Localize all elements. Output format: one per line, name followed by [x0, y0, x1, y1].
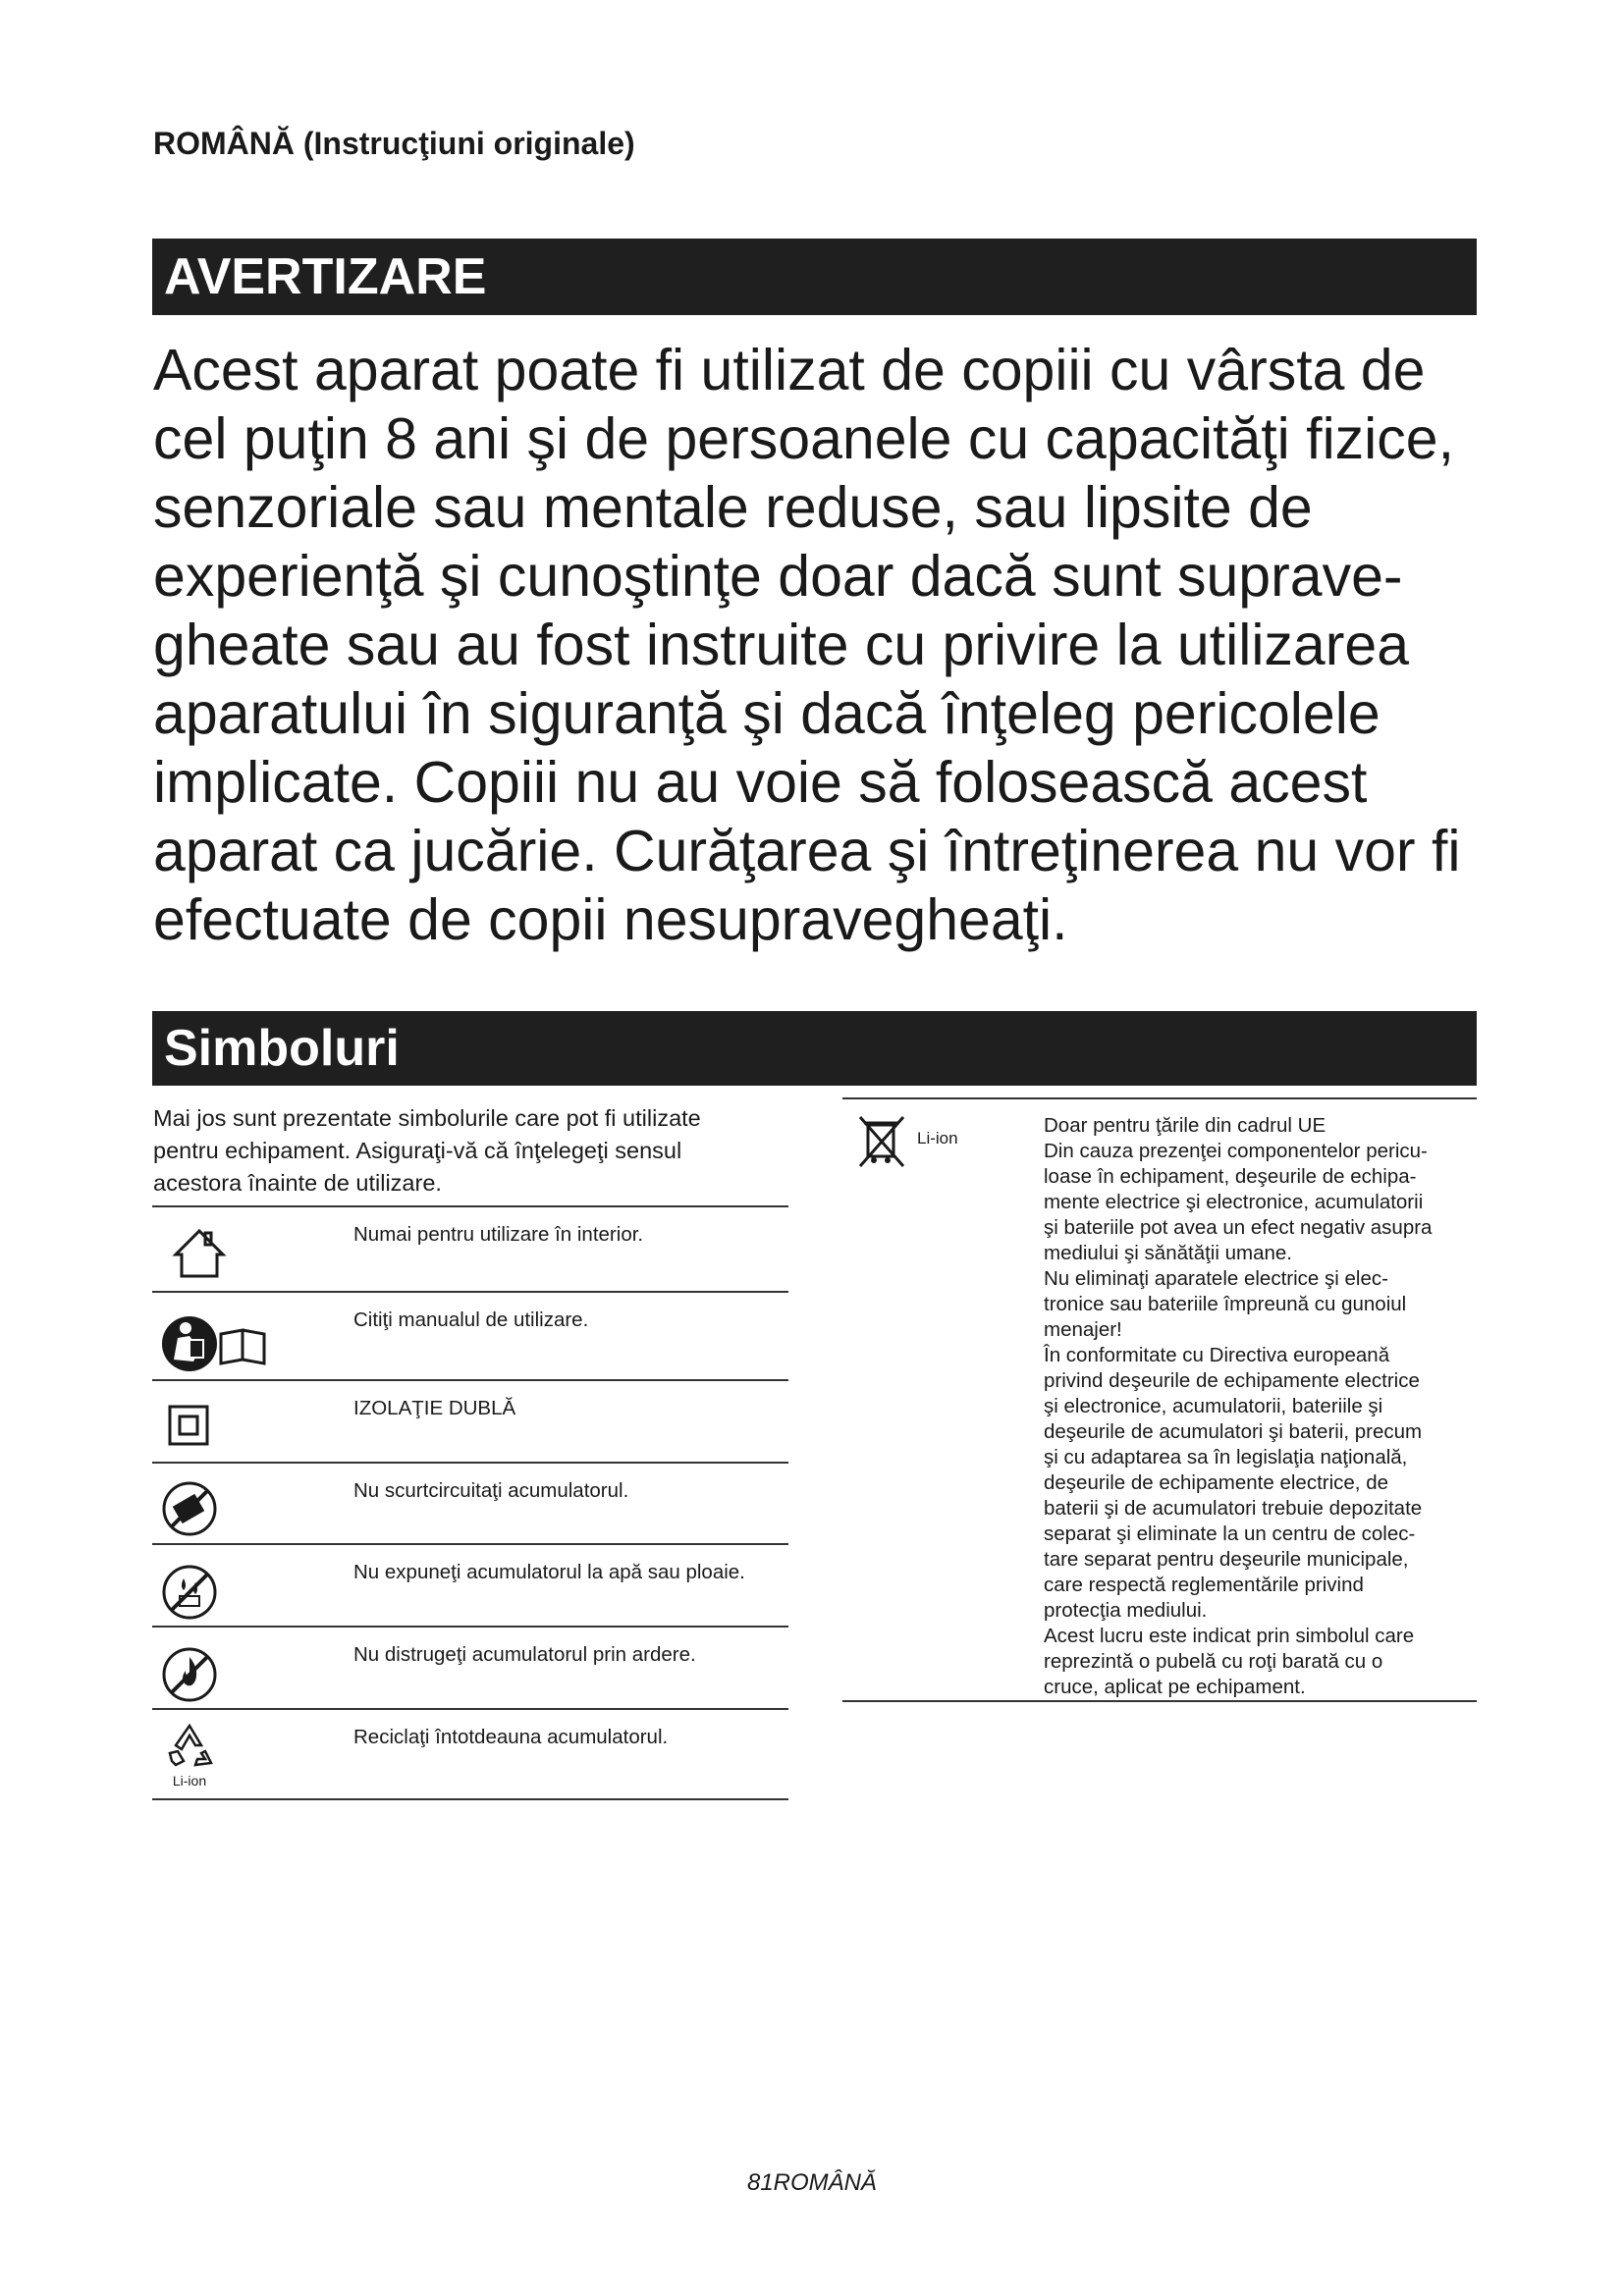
symbols-table: [152, 1205, 788, 1800]
weee-line: reprezintă o pubelă cu roţi barată cu o: [1044, 1650, 1383, 1673]
double-insulation-icon: [160, 1389, 239, 1463]
weee-line: Nu eliminaţi aparatele electrice şi elec-: [1044, 1267, 1388, 1290]
intro-line: Mai jos sunt prezentate simbolurile care pot fi utilizate: [153, 1105, 701, 1131]
warning-line: gheate sau au fost instruite cu privire la utilizarea: [153, 613, 1410, 677]
weee-line: menajer!: [1044, 1318, 1122, 1341]
warning-line: senzoriale sau mentale reduse, sau lipsite de: [153, 475, 1313, 540]
weee-line: separat şi eliminate la un centru de colec-: [1044, 1522, 1416, 1545]
symbol-description: Nu expuneţi acumulatorul la apă sau ploaie.: [353, 1561, 745, 1583]
weee-text: [1044, 1113, 1476, 1700]
weee-line: cruce, aplicat pe echipament.: [1044, 1676, 1306, 1698]
symbol-description: IZOLAŢIE DUBLĂ: [353, 1397, 516, 1419]
weee-line: deşeurile de acumulatori şi baterii, precum: [1044, 1420, 1423, 1443]
intro-line: acestora înainte de utilizare.: [153, 1170, 442, 1196]
symbol-row: [152, 1293, 788, 1381]
symbol-description: Nu scurtcircuitaţi acumulatorul.: [353, 1479, 629, 1502]
symbol-row: [152, 1710, 788, 1800]
weee-line: protecţia mediului.: [1044, 1599, 1208, 1622]
warning-line: Acest aparat poate fi utilizat de copiii cu vârsta de: [153, 338, 1426, 402]
weee-line: şi bateriile pot avea un efect negativ asupra: [1044, 1216, 1433, 1239]
weee-line: şi cu adaptarea sa în legislaţia naţională,: [1044, 1446, 1408, 1468]
symbol-row: [152, 1545, 788, 1628]
weee-line: loase în echipament, deşeurile de echipa-: [1044, 1165, 1417, 1188]
symbol-row: [152, 1628, 788, 1710]
symbol-description: Nu distrugeţi acumulatorul prin ardere.: [353, 1643, 696, 1666]
recycle-icon-label: Li-ion: [172, 1773, 207, 1789]
weee-line: baterii şi de acumulatori trebuie depozitate: [1044, 1497, 1423, 1520]
weee-line: tare separat pentru deşeurile municipale,: [1044, 1548, 1409, 1571]
weee-line: Acest lucru este indicat prin simbolul care: [1044, 1625, 1415, 1647]
weee-line: În conformitate cu Directiva europeană: [1044, 1344, 1390, 1366]
weee-line: Din cauza prezenţei componentelor pericu-: [1044, 1140, 1428, 1162]
symbols-heading: Simboluri: [152, 1011, 1477, 1086]
weee-line: mente electrice şi electronice, acumulatorii: [1044, 1191, 1424, 1213]
warning-heading: AVERTIZARE: [152, 239, 1477, 315]
symbol-description: Numai pentru utilizare în interior.: [353, 1223, 644, 1246]
warning-line: aparatului în siguranţă şi dacă înţeleg pericolele: [153, 681, 1380, 746]
warning-line: implicate. Copiii nu au voie să folosească acest: [153, 750, 1368, 815]
symbol-row: [152, 1207, 788, 1293]
recycle-icon: [160, 1718, 239, 1789]
weee-line: şi electronice, acumulatorii, bateriile şi: [1044, 1395, 1383, 1417]
no-short-circuit-icon: [160, 1471, 239, 1545]
symbol-row: [152, 1464, 788, 1545]
warning-line: cel puţin 8 ani şi de persoanele cu capacităţi fizice,: [153, 406, 1454, 471]
weee-line: privind deşeurile de echipamente electrice: [1044, 1369, 1420, 1392]
weee-line: tronice sau bateriile împreună cu gunoiul: [1044, 1293, 1407, 1315]
warning-line: aparat ca jucărie. Curăţarea şi întreţinerea nu vor fi: [153, 819, 1461, 883]
warning-text: [153, 336, 1518, 954]
no-water-icon: [160, 1553, 239, 1627]
symbols-intro: [153, 1102, 801, 1200]
symbol-row: [152, 1381, 788, 1464]
weee-block: [842, 1097, 1477, 1702]
weee-line: Doar pentru ţările din cadrul UE: [1044, 1114, 1326, 1137]
symbol-description: Reciclaţi întotdeauna acumulatorul.: [353, 1726, 669, 1748]
indoor-house-icon: [160, 1215, 239, 1291]
crossed-bin-icon: [850, 1109, 913, 1177]
page-footer: 81ROMÂNĂ: [746, 2169, 878, 2196]
language-title: ROMÂNĂ (Instrucţiuni originale): [153, 126, 635, 161]
intro-line: pentru echipament. Asiguraţi-vă că înţelegeţi sensul: [153, 1138, 682, 1163]
weee-line: care respectă reglementările privind: [1044, 1574, 1364, 1596]
warning-line: experienţă şi cunoştinţe doar dacă sunt suprave-: [153, 544, 1403, 609]
no-fire-icon: [160, 1635, 239, 1709]
warning-line: efectuate de copii nesupravegheaţi.: [153, 887, 1068, 952]
read-manual-icon: [160, 1301, 268, 1380]
weee-icon-label: Li-ion: [917, 1129, 958, 1148]
weee-line: mediului şi sănătăţii umane.: [1044, 1242, 1292, 1264]
symbol-description: Citiţi manualul de utilizare.: [353, 1308, 589, 1331]
weee-line: deşeurile de echipamente electrice, de: [1044, 1471, 1388, 1494]
